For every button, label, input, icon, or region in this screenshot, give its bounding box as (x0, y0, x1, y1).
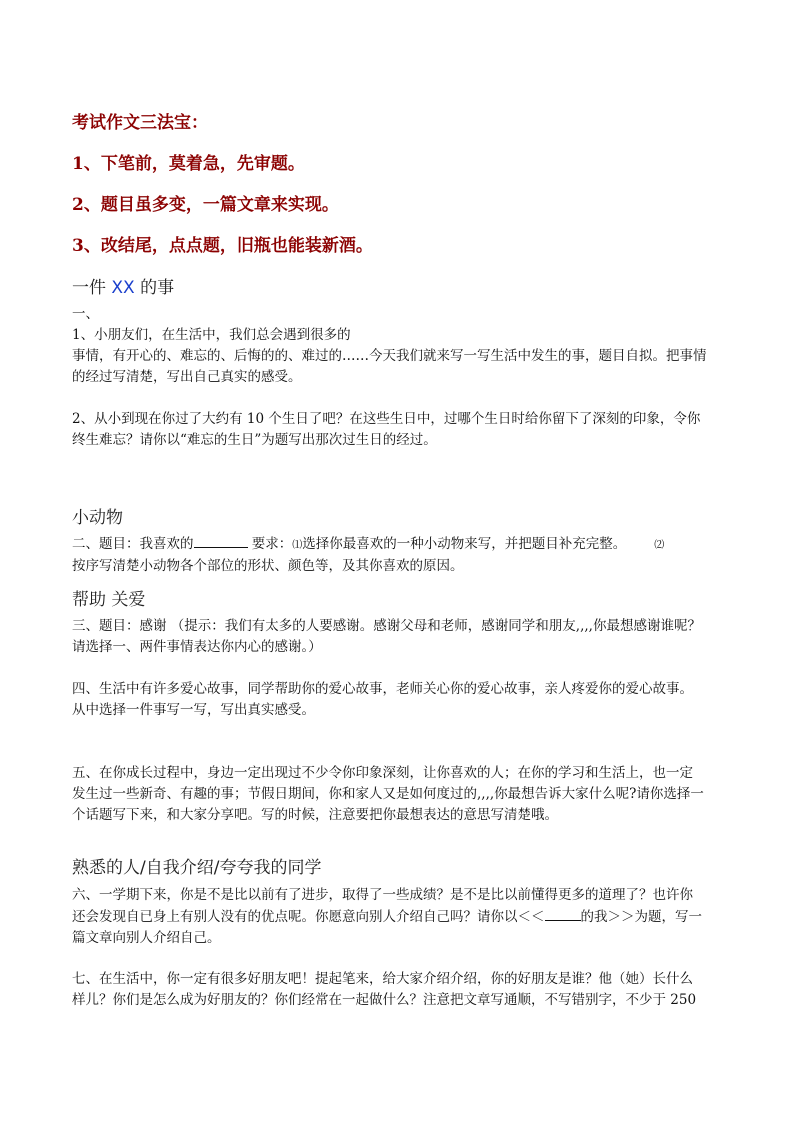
document-title: 考试作文三法宝： (72, 113, 208, 133)
prompt-5-line-3: 个话题写下来，和大家分享吧。写的时候，注意要把你最想表达的意思写清楚哦。 (72, 807, 558, 823)
section1-body (72, 304, 722, 388)
title-blank (194, 533, 248, 548)
prompt-6-line-2-pre: 还会发现自已身上有别人没有的优点呢。你愿意向别人介绍自己吗？请你以＜＜ (72, 909, 545, 925)
name-blank (545, 906, 581, 921)
prompt-2-line-1: 2、从小到现在你过了大约有 10 个生日了吧？在这些生日中，过哪个生日时给你留下了深刻的印象，令你 (72, 411, 701, 427)
prompt-2 (72, 409, 722, 451)
prompt-5 (72, 763, 722, 826)
prompt-animal-req-1: 选择你最喜欢的一种小动物来写，并把题目补充完整。 (302, 536, 627, 552)
prompt-4-line-1: 四、生活中有许多爱心故事，同学帮助你的爱心故事，老师关心你的爱心故事，亲人疼爱你的爱心故事。 (72, 681, 693, 697)
section-heading-event (72, 273, 174, 298)
prompt-5-line-2: 发生过一些新奇、有趣的事；节假日期间，你和家人又是如何度过的,,,,你最想告诉大家什么呢?请你选择一 (72, 786, 704, 802)
tip-3: 3、改结尾，点点题，旧瓶也能装新酒。 (72, 236, 373, 256)
heading-event-highlight: XX (111, 278, 135, 298)
tip-1: 1、下笔前，莫着急，先审题。 (72, 154, 305, 174)
heading-event-pre: 一件 (72, 278, 112, 298)
prompt-7 (72, 969, 722, 1011)
prompt-6-line-2 (72, 906, 722, 928)
prompt-3 (72, 616, 722, 658)
prompt-3-line-1: 三、题目：感谢 （提示：我们有太多的人要感谢。感谢父母和老师，感谢同学和朋友,,,,你最想感谢谁呢？ (72, 618, 701, 634)
section-heading-help: 帮助 关爱 (72, 590, 146, 610)
prompt-7-line-1: 七、在生活中，你一定有很多好朋友吧！提起笔来，给大家介绍介绍，你的好朋友是谁？他（她）长什么 (72, 971, 693, 987)
prompt-4-line-2: 从中选择一件事写一写，写出真实感受。 (72, 702, 315, 718)
prompt-animal-title: 二、题目：我喜欢的 (72, 536, 194, 552)
section1-label: 一、 (72, 306, 99, 322)
prompt-1-line-3: 的经过写清楚，写出自己真实的感受。 (72, 369, 302, 385)
prompt-animal-line-1 (72, 533, 722, 556)
prompt-4 (72, 679, 722, 721)
prompt-animal (72, 533, 722, 577)
heading-event-post: 的事 (134, 278, 175, 298)
requirement-mark-2: ⑵ (654, 540, 665, 551)
prompt-animal-req: 要求： (247, 536, 293, 552)
prompt-6 (72, 885, 722, 949)
prompt-7-line-2: 样儿？你们是怎么成为好朋友的？你们经常在一起做什么？注意把文章写通顺，不写错别字，不少于 250 (72, 992, 697, 1008)
section-heading-animal: 小动物 (72, 508, 123, 528)
requirement-mark-1: ⑴ (292, 540, 303, 551)
prompt-1-line-2: 事情，有开心的、难忘的、后悔的的、难过的……今天我们就来写一写生活中发生的事，题目自拟。把事情 (72, 348, 707, 364)
prompt-1-line-1: 1、小朋友们，在生活中，我们总会遇到很多的 (72, 327, 351, 343)
prompt-6-line-3: 篇文章向别人介绍自己。 (72, 930, 221, 946)
prompt-6-line-1: 六、一学期下来，你是不是比以前有了进步，取得了一些成绩？是不是比以前懂得更多的道理了？也许你 (72, 887, 693, 903)
prompt-animal-line-2: 按序写清楚小动物各个部位的形状、颜色等，及其你喜欢的原因。 (72, 558, 464, 574)
prompt-6-line-2-post: 的我＞＞为题，写一 (580, 909, 702, 925)
section-heading-people: 熟悉的人/自我介绍/夸夸我的同学 (72, 858, 322, 878)
prompt-3-line-2: 请选择一、两件事情表达你内心的感谢。） (72, 639, 322, 655)
tip-2: 2、题目虽多变，一篇文章来实现。 (72, 195, 339, 215)
prompt-5-line-1: 五、在你成长过程中，身边一定出现过不少令你印象深刻，让你喜欢的人；在你的学习和生活上，也一定 (72, 765, 693, 781)
prompt-2-line-2: 终生难忘？请你以“难忘的生日”为题写出那次过生日的经过。 (72, 432, 437, 448)
